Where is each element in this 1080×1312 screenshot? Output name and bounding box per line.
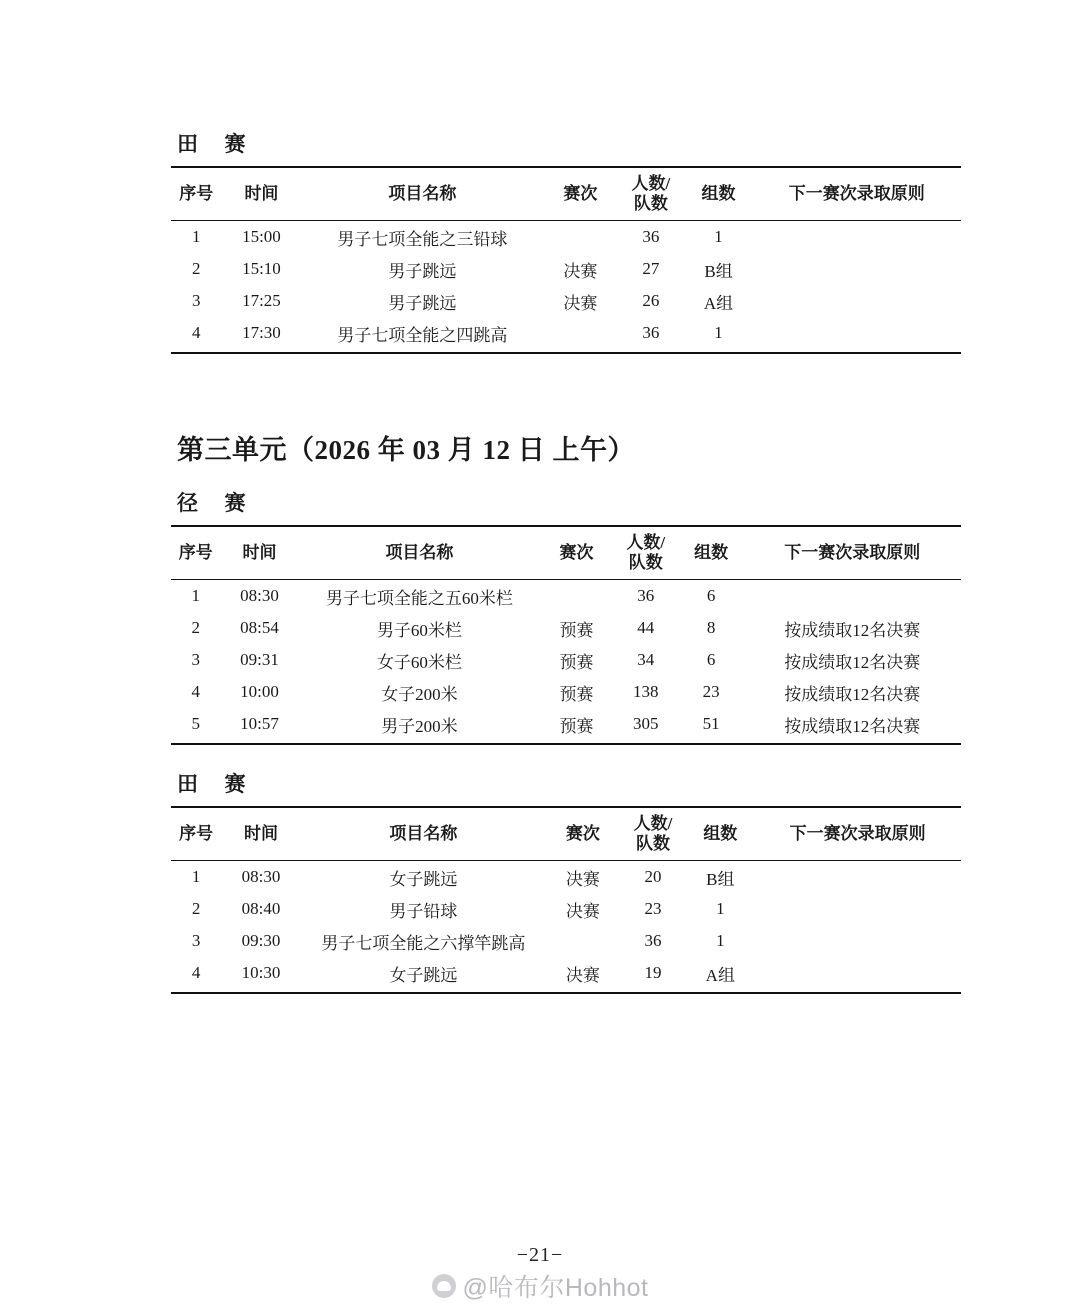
col-header-name: 项目名称 xyxy=(301,167,543,221)
section-heading-track xyxy=(177,487,961,517)
cell-time: 08:30 xyxy=(241,867,281,887)
schedule-table-track xyxy=(171,525,961,745)
table-row xyxy=(171,925,961,957)
cell-time: 10:30 xyxy=(221,957,300,993)
cell-groups: B组 xyxy=(704,261,733,281)
cell-no: 4 xyxy=(171,317,222,353)
col-header-name: 项目名称 xyxy=(301,807,546,861)
table-row xyxy=(171,644,961,676)
section-heading-char-1: 田 xyxy=(177,772,199,796)
cell-no: 5 xyxy=(171,708,220,744)
cell-round xyxy=(543,317,617,353)
cell-round: 决赛 xyxy=(565,869,600,889)
cell-rule: 按成绩取12名决赛 xyxy=(784,684,921,704)
cell-groups: 1 xyxy=(716,931,725,951)
cell-name: 男子铅球 xyxy=(389,901,458,921)
cell-no: 4 xyxy=(191,682,200,702)
cell-time: 09:31 xyxy=(240,650,279,670)
cell-round: 预赛 xyxy=(559,652,594,672)
cell-round: 预赛 xyxy=(559,620,594,640)
section-heading-char-1: 径 xyxy=(177,491,199,515)
cell-rule xyxy=(744,580,961,613)
col-header-rule: 下一赛次录取原则 xyxy=(744,526,961,580)
cell-name: 男子200米 xyxy=(299,708,541,744)
table-row xyxy=(171,861,961,894)
cell-count: 44 xyxy=(637,618,655,638)
unit-title-block xyxy=(115,428,635,493)
cell-count: 36 xyxy=(642,227,660,247)
cell-no: 2 xyxy=(191,899,201,919)
cell-name: 男子跳远 xyxy=(388,261,457,281)
cell-groups: 1 xyxy=(716,899,725,919)
cell-count: 305 xyxy=(613,708,679,744)
cell-groups: A组 xyxy=(686,957,754,993)
cell-no: 2 xyxy=(192,259,201,279)
cell-time: 10:00 xyxy=(240,682,279,702)
col-header-no: 序号 xyxy=(171,526,220,580)
cell-name: 女子60米栏 xyxy=(376,652,462,672)
cell-name: 男子七项全能之五60米栏 xyxy=(325,588,513,608)
section-heading-char-2: 赛 xyxy=(224,491,246,515)
cell-rule xyxy=(753,221,961,254)
cell-name: 男子七项全能之三铅球 xyxy=(337,229,508,249)
section-heading-char-2: 赛 xyxy=(224,772,246,796)
cell-no: 1 xyxy=(192,227,201,247)
col-header-time: 时间 xyxy=(221,807,300,861)
cell-rule xyxy=(754,861,961,894)
col-header-no: 序号 xyxy=(171,807,221,861)
cell-rule: 按成绩取12名决赛 xyxy=(744,708,961,744)
cell-count: 34 xyxy=(637,650,655,670)
col-header-round: 赛次 xyxy=(543,167,617,221)
cell-rule xyxy=(754,957,961,993)
cell-no: 4 xyxy=(171,957,221,993)
cell-count: 26 xyxy=(642,291,660,311)
page-number: −21− xyxy=(516,1244,564,1266)
cell-count: 36 xyxy=(617,317,684,353)
cell-groups: A组 xyxy=(703,293,734,313)
cell-time: 17:30 xyxy=(222,317,302,353)
col-header-groups: 组数 xyxy=(686,807,754,861)
watermark xyxy=(0,1268,1080,1304)
cell-count: 19 xyxy=(620,957,687,993)
section-track-events xyxy=(115,487,961,745)
cell-name: 男子七项全能之六撑竿跳高 xyxy=(321,933,526,953)
col-header-rule: 下一赛次录取原则 xyxy=(753,167,961,221)
cell-count: 36 xyxy=(637,586,655,606)
col-header-count: 人数/ 队数 xyxy=(620,807,687,861)
section-field-events-2 xyxy=(115,768,961,994)
cell-round xyxy=(543,221,617,254)
col-header-name: 项目名称 xyxy=(299,526,541,580)
cell-groups: B组 xyxy=(706,869,735,889)
cell-time: 08:40 xyxy=(241,899,281,919)
cell-name: 男子60米栏 xyxy=(376,620,462,640)
cell-name: 男子七项全能之四跳高 xyxy=(301,317,543,353)
col-header-round: 赛次 xyxy=(546,807,620,861)
col-header-groups: 组数 xyxy=(685,167,753,221)
schedule-table-field-1 xyxy=(171,166,961,354)
col-header-no: 序号 xyxy=(171,167,222,221)
cell-name: 男子跳远 xyxy=(388,293,457,313)
col-header-time: 时间 xyxy=(220,526,298,580)
cell-groups: 1 xyxy=(714,227,723,247)
cell-no: 3 xyxy=(191,931,201,951)
col-header-rule: 下一赛次录取原则 xyxy=(754,807,961,861)
cell-rule xyxy=(753,253,961,285)
cell-rule: 按成绩取12名决赛 xyxy=(784,620,921,640)
cell-no: 2 xyxy=(191,618,200,638)
page-title: 第三单元（2026 年 03 月 12 日 上午） xyxy=(177,435,635,465)
col-header-time: 时间 xyxy=(222,167,302,221)
cell-round: 决赛 xyxy=(565,901,600,921)
cell-groups: 23 xyxy=(702,682,720,702)
weibo-logo-icon xyxy=(432,1274,456,1298)
cell-rule xyxy=(753,317,961,353)
cell-time: 15:00 xyxy=(242,227,281,247)
cell-round: 决赛 xyxy=(563,293,598,313)
cell-time: 08:30 xyxy=(240,586,279,606)
table-row xyxy=(171,676,961,708)
cell-name: 女子跳远 xyxy=(301,957,546,993)
section-heading-char-1: 田 xyxy=(177,132,199,156)
section-heading-field-2 xyxy=(177,768,961,798)
cell-groups: 1 xyxy=(685,317,753,353)
cell-round xyxy=(540,580,612,613)
table-row xyxy=(171,957,961,993)
watermark-text: @哈布尔Hohhot xyxy=(462,1274,649,1302)
cell-count: 36 xyxy=(644,931,662,951)
table-row xyxy=(171,893,961,925)
cell-round: 预赛 xyxy=(559,684,594,704)
cell-groups: 6 xyxy=(706,650,716,670)
table-row xyxy=(171,612,961,644)
table-row xyxy=(171,253,961,285)
cell-no: 3 xyxy=(192,291,201,311)
cell-groups: 8 xyxy=(706,618,716,638)
col-header-count: 人数/ 队数 xyxy=(613,526,679,580)
cell-name: 女子跳远 xyxy=(389,869,458,889)
col-header-round: 赛次 xyxy=(540,526,612,580)
table-row xyxy=(171,317,961,353)
col-header-count: 人数/ 队数 xyxy=(617,167,684,221)
cell-time: 10:57 xyxy=(220,708,298,744)
cell-rule: 按成绩取12名决赛 xyxy=(784,652,921,672)
cell-groups: 6 xyxy=(706,586,716,606)
cell-count: 138 xyxy=(632,682,659,702)
cell-rule xyxy=(754,925,961,957)
col-header-groups: 组数 xyxy=(679,526,744,580)
cell-no: 1 xyxy=(191,867,201,887)
section-heading-field-1 xyxy=(177,128,961,158)
cell-count: 23 xyxy=(644,899,662,919)
table-row xyxy=(171,580,961,613)
table-row xyxy=(171,708,961,744)
cell-time: 17:25 xyxy=(242,291,281,311)
cell-time: 08:54 xyxy=(240,618,279,638)
schedule-table-field-2 xyxy=(171,806,961,994)
table-row xyxy=(171,221,961,254)
cell-round: 决赛 xyxy=(563,261,598,281)
section-heading-char-2: 赛 xyxy=(224,132,246,156)
cell-no: 3 xyxy=(191,650,200,670)
cell-rule xyxy=(753,285,961,317)
cell-rule xyxy=(754,893,961,925)
cell-count: 27 xyxy=(642,259,660,279)
cell-round: 决赛 xyxy=(546,957,620,993)
section-field-events-1 xyxy=(115,128,961,354)
cell-time: 15:10 xyxy=(242,259,281,279)
cell-time: 09:30 xyxy=(241,931,281,951)
cell-no: 1 xyxy=(191,586,200,606)
cell-count: 20 xyxy=(644,867,662,887)
cell-name: 女子200米 xyxy=(381,684,458,704)
cell-round: 预赛 xyxy=(540,708,612,744)
table-row xyxy=(171,285,961,317)
cell-groups: 51 xyxy=(679,708,744,744)
cell-round xyxy=(546,925,620,957)
